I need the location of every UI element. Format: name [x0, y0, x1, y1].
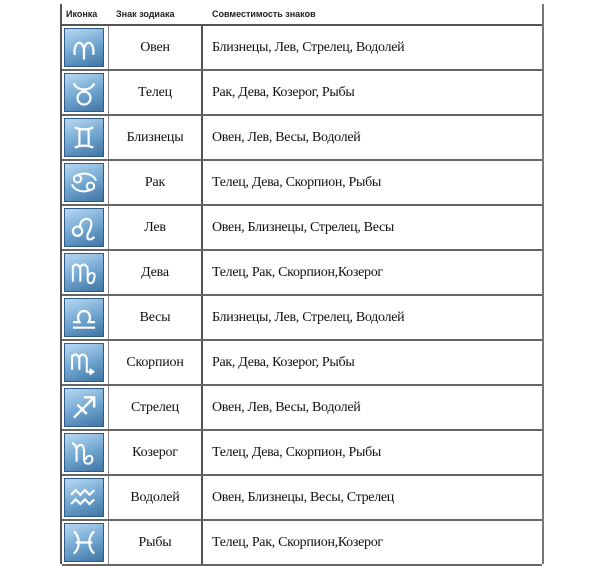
gemini-icon	[64, 118, 104, 157]
libra-icon	[64, 298, 104, 337]
column-divider	[201, 431, 203, 474]
virgo-icon	[64, 253, 104, 292]
table-row	[62, 431, 542, 476]
compatibility-list: Овен, Близнецы, Весы, Стрелец	[212, 490, 394, 505]
compat-column-header: Совместимость знаков	[212, 9, 316, 19]
column-divider	[201, 476, 203, 519]
compatibility-list: Овен, Лев, Весы, Водолей	[212, 400, 361, 415]
leo-icon	[64, 208, 104, 247]
sign-name: Скорпион	[126, 355, 184, 370]
table-row	[62, 206, 542, 251]
compatibility-list: Телец, Рак, Скорпион,Козерог	[212, 265, 383, 280]
column-divider	[201, 116, 203, 159]
column-divider	[108, 116, 109, 159]
column-divider	[201, 206, 203, 249]
table-row	[62, 71, 542, 116]
sign-name: Телец	[138, 85, 172, 100]
compatibility-list: Телец, Дева, Скорпион, Рыбы	[212, 175, 382, 190]
cancer-icon	[64, 163, 104, 202]
compatibility-list: Телец, Дева, Скорпион, Рыбы	[212, 445, 382, 460]
sign-name: Весы	[139, 310, 171, 325]
column-divider	[108, 386, 109, 429]
sign-name: Козерог	[132, 445, 178, 460]
sagittarius-icon	[64, 388, 104, 427]
sign-name: Лев	[144, 220, 166, 235]
column-divider	[201, 161, 203, 204]
column-divider	[201, 71, 203, 114]
sign-column-header: Знак зодиака	[116, 9, 175, 19]
sign-name: Дева	[141, 265, 169, 280]
sign-name: Рыбы	[138, 535, 172, 550]
column-divider	[108, 26, 109, 69]
column-divider	[108, 296, 109, 339]
table-body	[62, 26, 542, 566]
table-row	[62, 386, 542, 431]
aries-icon	[64, 28, 104, 67]
table-row	[62, 161, 542, 206]
column-divider	[201, 26, 203, 69]
table-row	[62, 296, 542, 341]
compatibility-list: Рак, Дева, Козерог, Рыбы	[212, 85, 355, 100]
sign-name: Рак	[144, 175, 166, 190]
aquarius-icon	[64, 478, 104, 517]
scorpio-icon	[64, 343, 104, 382]
compatibility-list: Близнецы, Лев, Стрелец, Водолей	[212, 310, 405, 325]
compatibility-list: Близнецы, Лев, Стрелец, Водолей	[212, 40, 405, 55]
column-divider	[201, 341, 203, 384]
table-row	[62, 251, 542, 296]
sign-name: Водолей	[130, 490, 180, 505]
table-row	[62, 26, 542, 71]
sign-name: Стрелец	[131, 400, 179, 415]
sign-name: Близнецы	[126, 130, 184, 145]
capricorn-icon	[64, 433, 104, 472]
column-divider	[108, 206, 109, 249]
icon-column-header: Иконка	[66, 9, 98, 19]
column-divider	[108, 251, 109, 294]
compatibility-list: Овен, Близнецы, Стрелец, Весы	[212, 220, 394, 235]
column-divider	[201, 296, 203, 339]
compatibility-list: Рак, Дева, Козерог, Рыбы	[212, 355, 355, 370]
table-row	[62, 116, 542, 161]
zodiac-compatibility-table	[60, 4, 544, 564]
column-divider	[201, 386, 203, 429]
column-divider	[108, 161, 109, 204]
column-divider	[108, 521, 109, 564]
table-row	[62, 521, 542, 566]
taurus-icon	[64, 73, 104, 112]
column-divider	[108, 431, 109, 474]
pisces-icon	[64, 523, 104, 562]
sign-name: Овен	[140, 40, 170, 55]
column-divider	[108, 341, 109, 384]
table-header	[62, 4, 542, 26]
column-divider	[201, 251, 203, 294]
column-divider	[108, 71, 109, 114]
table-row	[62, 476, 542, 521]
column-divider	[201, 521, 203, 564]
table-row	[62, 341, 542, 386]
compatibility-list: Овен, Лев, Весы, Водолей	[212, 130, 361, 145]
column-divider	[108, 476, 109, 519]
compatibility-list: Телец, Рак, Скорпион,Козерог	[212, 535, 383, 550]
